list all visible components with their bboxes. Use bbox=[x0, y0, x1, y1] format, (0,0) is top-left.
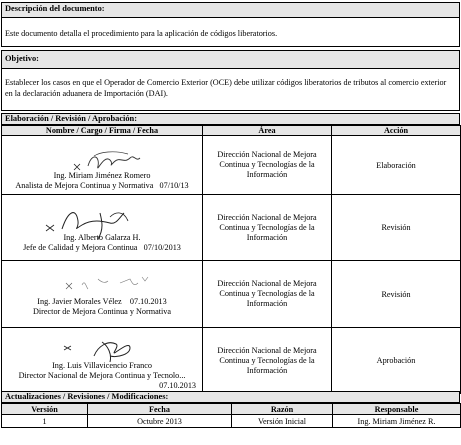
action-cell: Revisión bbox=[332, 195, 461, 261]
approval-row bbox=[2, 136, 461, 195]
responsible-cell: Ing. Miriam Jiménez R. bbox=[333, 415, 461, 428]
signer-role: Director Nacional de Mejora Continua y Tecnolo... bbox=[18, 371, 186, 380]
signature-cell bbox=[2, 195, 203, 261]
revision-row bbox=[2, 415, 461, 428]
col-header-reason: Razón bbox=[232, 404, 333, 415]
signer-role: Jefe de Calidad y Mejora Continua bbox=[23, 243, 138, 252]
reason-cell: Versión Inicial bbox=[232, 415, 333, 428]
col-header-name: Nombre / Cargo / Firma / Fecha bbox=[2, 126, 203, 136]
approval-section bbox=[1, 113, 460, 392]
objective-title: Objetivo: bbox=[2, 51, 459, 69]
objective-text: Establecer los casos en que el Operador de Comercio Exterior (OCE) debe utilizar códigos liberatorios de tributos al comercio exterior en la declaración aduanera de Importación (DAI). bbox=[5, 78, 447, 98]
revisions-section bbox=[1, 391, 460, 429]
signature-cell bbox=[2, 136, 203, 195]
signer-name: Ing. Javier Morales Vélez bbox=[37, 297, 122, 306]
col-header-responsible: Responsable bbox=[333, 404, 461, 415]
objective-section bbox=[1, 50, 460, 111]
area-cell: Dirección Nacional de Mejora Continua y Tecnologías de la Información bbox=[203, 195, 332, 261]
area-cell: Dirección Nacional de Mejora Continua y Tecnologías de la Información bbox=[203, 328, 332, 394]
description-section bbox=[1, 2, 460, 47]
signer-role: Analista de Mejora Continua y Normativa bbox=[15, 181, 154, 190]
action-cell: Elaboración bbox=[332, 136, 461, 195]
col-header-area: Área bbox=[203, 126, 332, 136]
description-title: Descripción del documento: bbox=[2, 3, 459, 18]
signer-name: Ing. Luis Villavicencio Franco bbox=[52, 361, 152, 370]
area-cell: Dirección Nacional de Mejora Continua y Tecnologías de la Información bbox=[203, 261, 332, 328]
date-cell: Octubre 2013 bbox=[88, 415, 232, 428]
signature-icon bbox=[2, 261, 199, 328]
approval-row bbox=[2, 261, 461, 328]
sign-date: 07.10.2013 bbox=[159, 381, 196, 390]
action-cell: Aprobación bbox=[332, 328, 461, 394]
approval-table bbox=[1, 125, 461, 394]
signature-cell bbox=[2, 261, 203, 328]
action-cell: Revisión bbox=[332, 261, 461, 328]
area-cell: Dirección Nacional de Mejora Continua y Tecnologías de la Información bbox=[203, 136, 332, 195]
approval-title: Elaboración / Revisión / Aprobación: bbox=[1, 113, 460, 125]
version-cell: 1 bbox=[2, 415, 88, 428]
sign-date: 07/10/2013 bbox=[143, 243, 181, 252]
revisions-table bbox=[1, 403, 461, 428]
signature-cell bbox=[2, 328, 203, 394]
sign-date: 07.10.2013 bbox=[129, 297, 167, 306]
description-text: Este documento detalla el procedimiento para la aplicación de códigos liberatorios. bbox=[5, 29, 278, 38]
signer-name: Ing. Alberto Galarza H. bbox=[63, 233, 141, 242]
col-header-action: Acción bbox=[332, 126, 461, 136]
approval-row bbox=[2, 328, 461, 394]
revisions-title: Actualizaciones / Revisiones / Modificaciones: bbox=[1, 391, 460, 403]
signer-role: Director de Mejora Continua y Normativa bbox=[32, 307, 171, 316]
col-header-date: Fecha bbox=[88, 404, 232, 415]
col-header-version: Versión bbox=[2, 404, 88, 415]
approval-row bbox=[2, 195, 461, 261]
sign-date: 07/10/13 bbox=[159, 181, 189, 190]
signer-name: Ing. Miriam Jiménez Romero bbox=[53, 171, 151, 180]
